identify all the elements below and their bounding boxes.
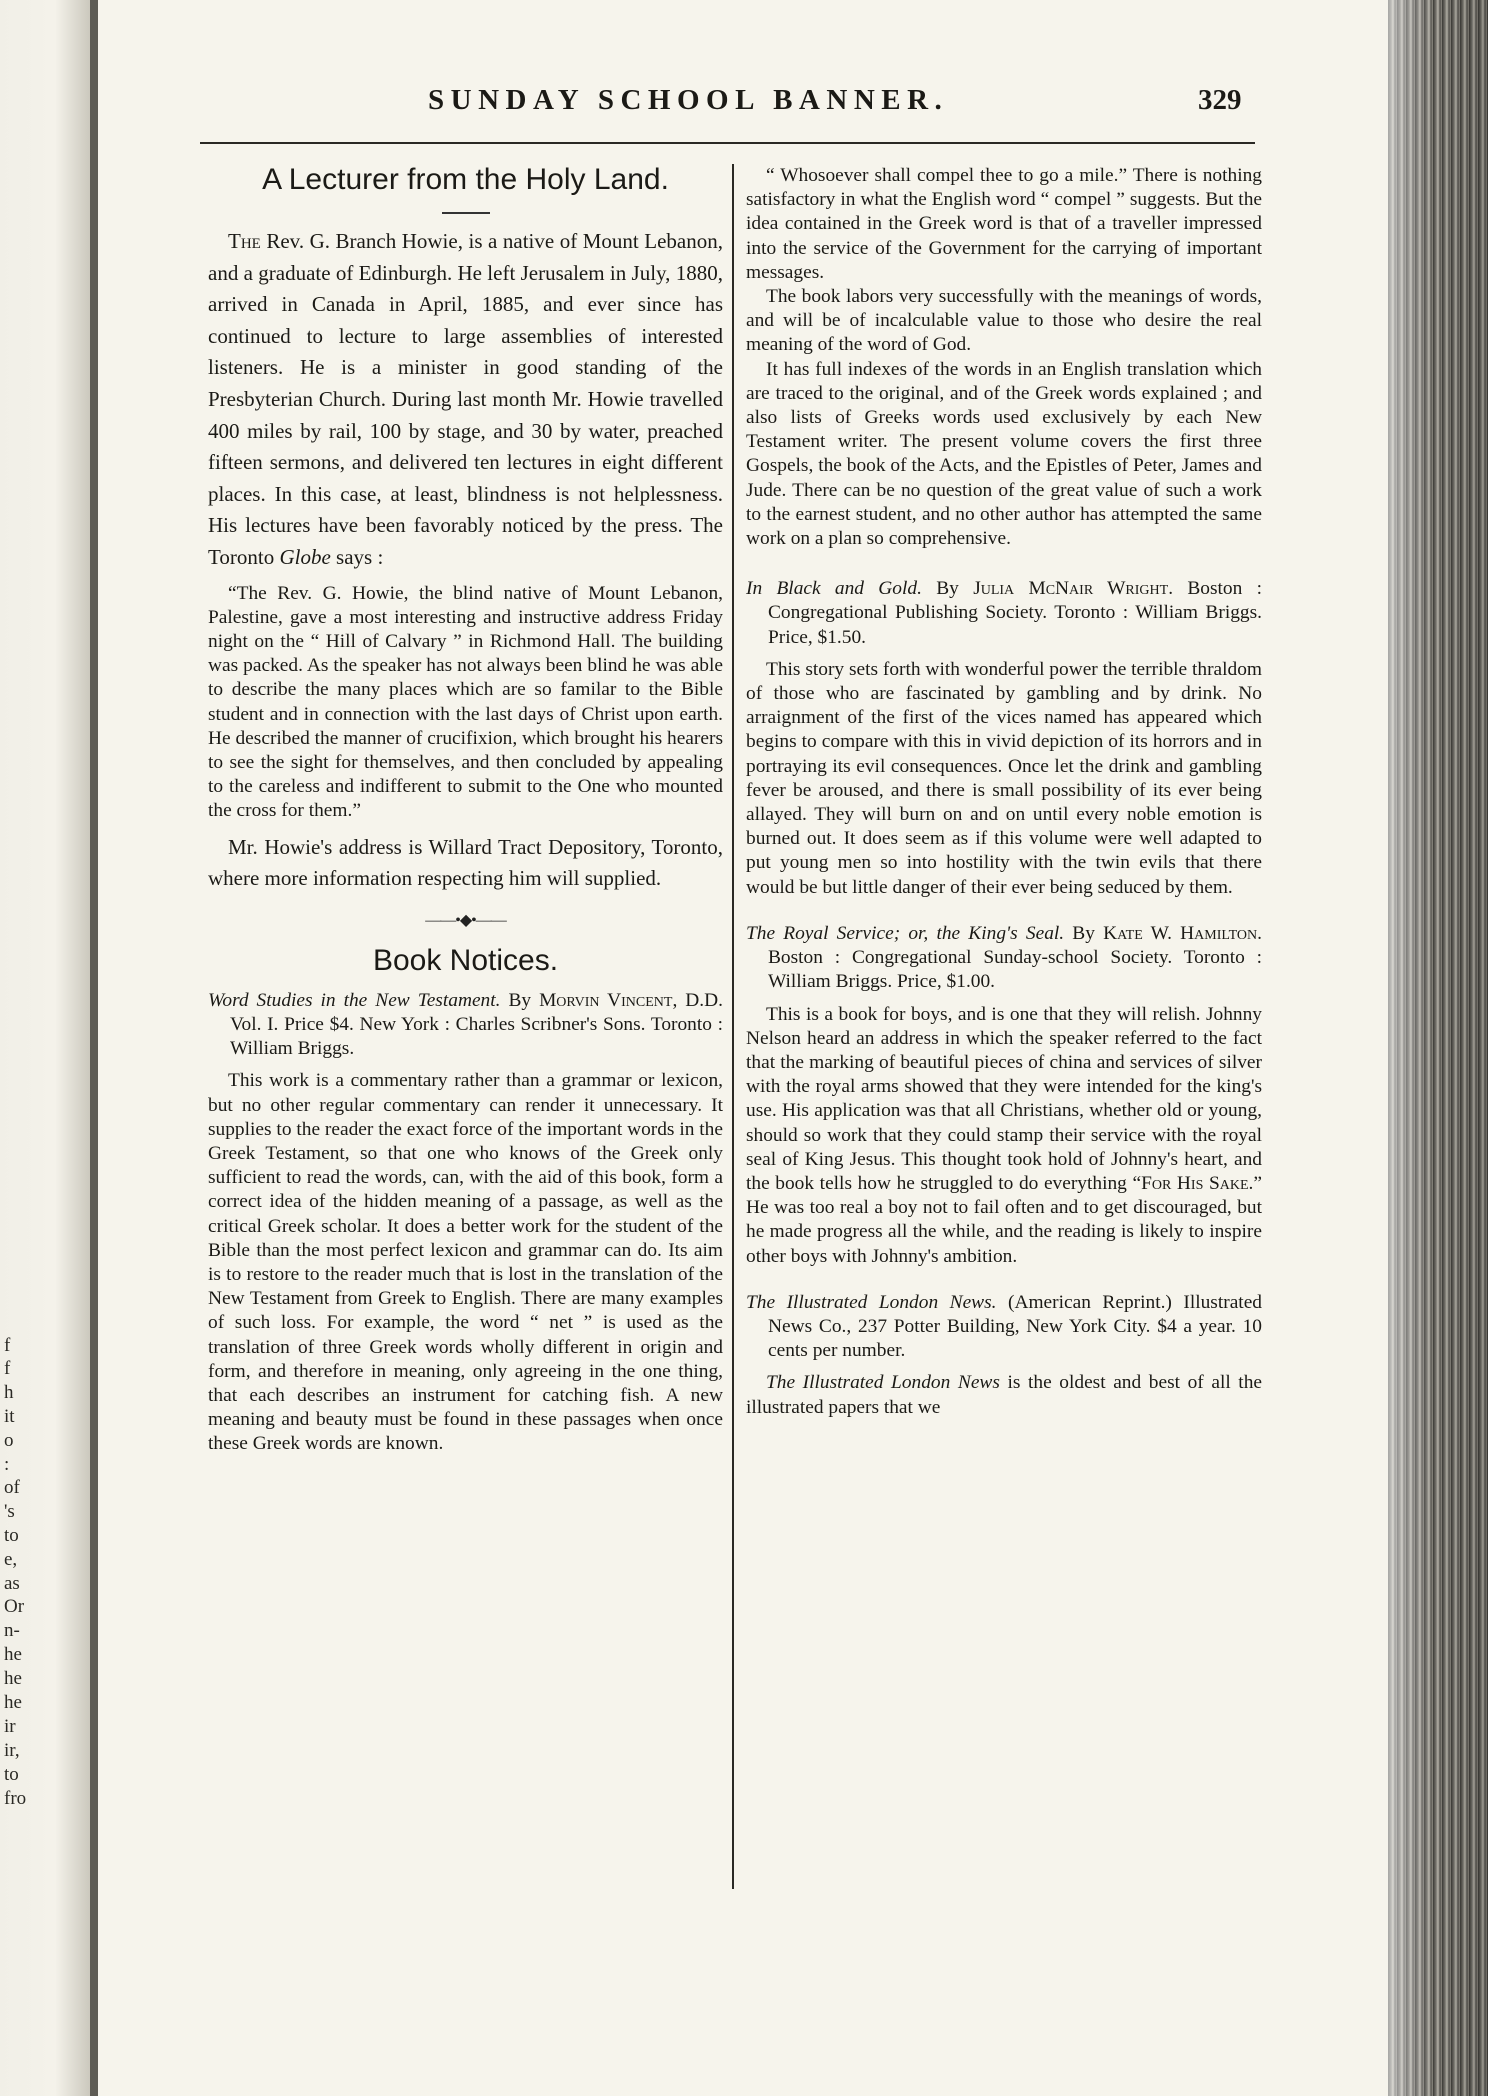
book-citation-royal-service [746, 922, 1262, 995]
running-header [98, 84, 1298, 124]
facing-page-fragment: he [4, 1692, 22, 1713]
left-column [208, 150, 723, 1457]
review-text: This is a book for boys, and is one that they will relish. Johnny Nelson heard an address in which the speaker referred to the fact that the marking of beautiful pieces of china and services of silver with the royal arms showed that they were intended for the king's use. His application was that all Christians, whether old or young, should so work that they could stamp their service with the royal seal of King Jesus. This thought took hold of Johnny's heart, and the book tells how he struggled to do everything “ [746, 1003, 1262, 1194]
facing-page-fragment: ir [4, 1716, 16, 1737]
periodical-title: The Illustrated London News. [746, 1291, 997, 1313]
facing-page-fragment: o [4, 1430, 14, 1451]
review-emphasis: For His Sake [1141, 1172, 1249, 1194]
book-publication: , D.D. Vol. I. Price $4. New York : Charles Scribner's Sons. Toronto : William Briggs. [230, 989, 723, 1060]
article-title: A Lecturer from the Holy Land. [262, 163, 669, 196]
intro-tail: says : [330, 544, 384, 569]
facing-page-margin [0, 0, 92, 2096]
facing-page-fragment: to [4, 1525, 19, 1546]
article-intro-paragraph [208, 226, 723, 574]
book-review-body: This story sets forth with wonderful power the terrible thraldom of those who are fascinated by gambling and by drink. No arraignment of the first of the vices named has appeared which begins to compare with this in vivid depiction of its horrors and in portraying its evil consequences. Once let the drink and gambling fever be aroused, and there is small possibility of its ever being allayed. They will burn on and on until every noble emotion is burned out. It does seem as if this volume were well adapted to put young men so into hostility with the twin evils that there would be but little danger of their ever being seduced by them. [746, 658, 1262, 898]
by-text: By [1064, 922, 1104, 944]
intro-lead: The [228, 229, 261, 253]
facing-page-fragment: : [4, 1454, 10, 1475]
periodical-review-body [746, 1371, 1262, 1419]
facing-page-fragment: Or [4, 1596, 25, 1617]
globe-quotation: “The Rev. G. Howie, the blind native of Mount Lebanon, Palestine, gave a most interesting and instructive address Friday night on the “ Hill of Calvary ” in Richmond Hall. The building was packed. As the speaker has not always been blind he was able to describe the many places which are so familar to the Bible student and in connection with the last days of Christ upon earth. He described the manner of crucifixion, which brought his hearers to see the sight for themselves, and then concluded by appealing to the careless and indifferent to submit to the One who mounted the cross for them.” [208, 582, 723, 822]
running-title: SUNDAY SCHOOL BANNER. [428, 84, 949, 116]
title-rule [442, 212, 490, 214]
periodical-citation [746, 1291, 1262, 1364]
book-citation-black-gold [746, 577, 1262, 650]
facing-page-fragment: it [4, 1406, 15, 1427]
book-spine-shadow [90, 0, 98, 2096]
facing-page-fragment: 's [4, 1501, 15, 1522]
facing-page-fragment: h [4, 1382, 14, 1403]
section-ornament: ——•◆•—— [425, 911, 506, 929]
facing-page-fragment: of [4, 1477, 20, 1498]
facing-page-fragment: n- [4, 1620, 20, 1641]
book-author: Julia McNair Wright [973, 578, 1169, 600]
header-rule [200, 142, 1255, 144]
book-review-body [746, 1003, 1262, 1269]
review-continuation: It has full indexes of the words in an English translation which are traced to the original, and of the Greek words explained ; and also lists of Greeks words used exclusively by each New Testament writer. The present volume covers the first three Gospels, the book of the Acts, and the Epistles of Peter, James and Jude. There can be no question of the great value of such a work to the earnest student, and no other author has attempted the same work on a plan so comprehensive. [746, 358, 1262, 550]
by-text: By [921, 578, 974, 600]
review-continuation: “ Whosoever shall compel thee to go a mile.” There is nothing satisfactory in what the English word “ compel ” suggests. But the idea contained in the Greek word is that of a traveller impressed into the service of the Government for the carrying of important messages. [746, 165, 1262, 283]
book-title: In Black and Gold. [746, 578, 922, 600]
book-notices-heading: Book Notices. [372, 943, 559, 977]
review-text: is the oldest and best of all the illustrated papers that we [746, 1372, 1262, 1418]
page-edges [1388, 0, 1488, 2096]
newspaper-name: Globe [279, 544, 331, 569]
column-rule [732, 164, 734, 1889]
facing-page-fragment: he [4, 1644, 22, 1665]
book-author: Kate W. Hamilton [1103, 922, 1258, 944]
facing-page-fragment: fro [4, 1788, 27, 1809]
book-review-body: This work is a commentary rather than a grammar or lexicon, but no other regular commentary can render it unnecessary. It supplies to the reader the exact force of the important words in the Greek Testament, so that one who knows of the Greek only sufficient to read the words, can, with the aid of this book, form a correct idea of the hidden meaning of a passage, as well as the critical Greek scholar. It does a better work for the student of the Bible than the most perfect lexicon and grammar can do. Its aim is to restore to the reader much that is lost in the translation of the New Testament from Greek to English. There are many examples of such loss. For example, the word “ net ” is used as the translation of three Greek words wholly different in origin and form, and therefore in meaning, only agreeing in the one thing, that each describes an instrument for catching fish. A new meaning and beauty must be found in these passages when once these Greek words are known. [208, 1070, 723, 1455]
periodical-publication: (American Reprint.) Illustrated News Co., 237 Potter Building, New York City. $4 a year. 10 cents per number. [768, 1291, 1262, 1362]
address-paragraph: Mr. Howie's address is Willard Tract Depository, Toronto, where more information respecting him will supplied. [208, 834, 723, 891]
page-number: 329 [1198, 84, 1242, 116]
periodical-title: The Illustrated London News [766, 1372, 1000, 1394]
book-author: Morvin Vincent [539, 989, 673, 1011]
facing-page-fragment: to [4, 1764, 19, 1785]
facing-page-fragment: as [4, 1573, 20, 1594]
facing-page-fragment: f [4, 1358, 11, 1379]
review-text: .” He was too real a boy not to fail often and to get discouraged, but he made progress all the while, and the reading is likely to inspire other boys with Johnny's ambition. [746, 1172, 1262, 1267]
review-continuation: The book labors very successfully with the meanings of words, and will be of incalculable value to those who desire the real meaning of the word of God. [746, 286, 1262, 356]
book-publication: . Boston : Congregational Publishing Society. Toronto : William Briggs. Price, $1.50. [768, 578, 1263, 648]
facing-page-fragment: ir, [4, 1740, 20, 1761]
facing-page-fragment: e, [4, 1549, 18, 1570]
by-text: By [500, 989, 540, 1011]
intro-text: Rev. G. Branch Howie, is a native of Mount Lebanon, and a graduate of Edinburgh. He left Jerusalem in July, 1880, arrived in Canada in April, 1885, and ever since has continued to lecture to large assemblies of interested listeners. He is a minister in good standing of the Presbyterian Church. During last month Mr. Howie travelled 400 miles by rail, 100 by stage, and 30 by water, preached fifteen sermons, and delivered ten lectures in eight different places. In this case, at least, blindness is not helplessness. His lectures have been favorably noticed by the press. The Toronto [208, 229, 723, 569]
book-title: Word Studies in the New Testament. [208, 989, 501, 1011]
book-publication: . Boston : Congregational Sunday-school Society. Toronto : William Briggs. Price, $1.00. [768, 922, 1263, 993]
book-title: The Royal Service; or, the King's Seal. [746, 922, 1065, 944]
book-citation-word-studies [208, 989, 723, 1062]
facing-page-fragment: he [4, 1668, 22, 1689]
facing-page-fragment: f [4, 1335, 11, 1356]
right-column [746, 150, 1262, 1420]
